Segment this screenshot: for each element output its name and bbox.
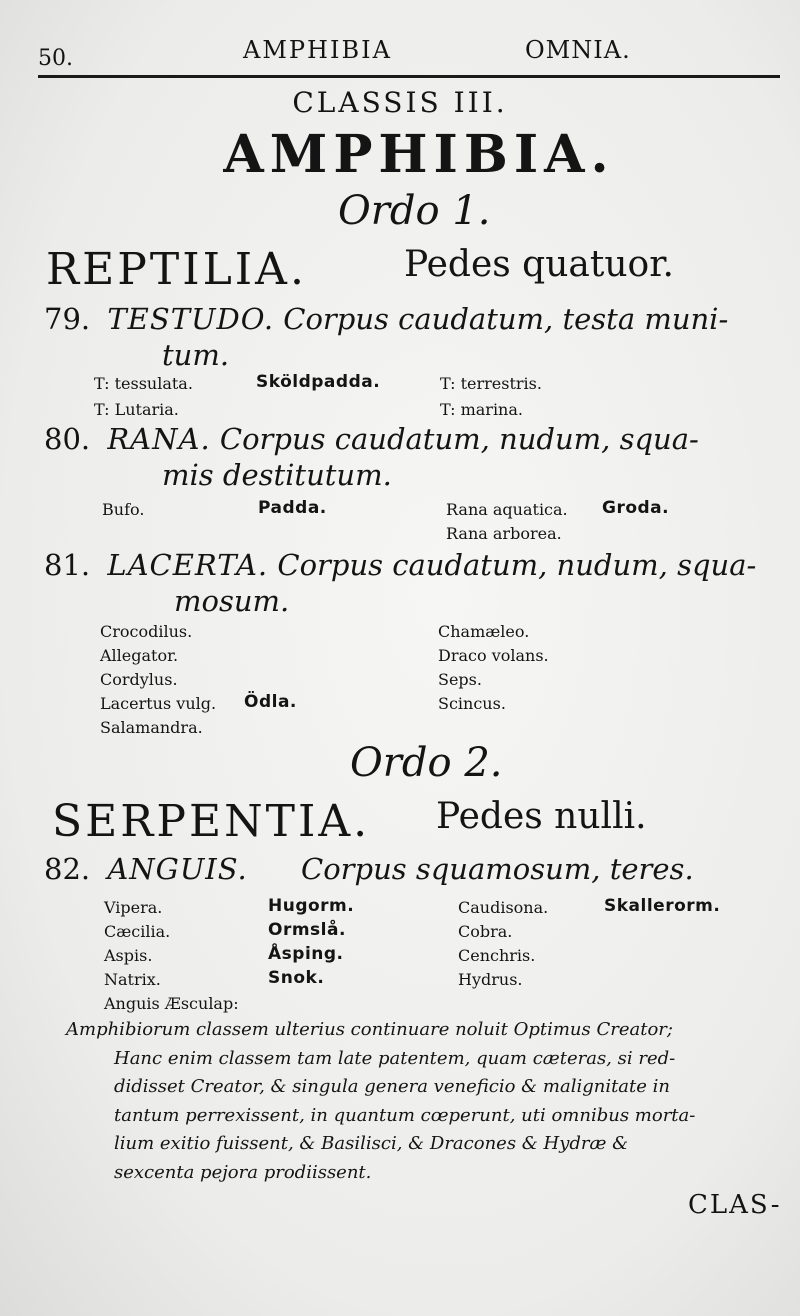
ordo-1-description: Pedes quatuor. [404, 244, 674, 285]
genus-diagnosis: Corpus caudatum, nudum, squa- [219, 422, 699, 456]
vernacular-name: Ormslå. [268, 920, 346, 940]
paragraph-line: lium exitio fuissent, & Basilisci, & Dracones & Hydræ & [114, 1133, 629, 1154]
species-item: Rana arborea. [446, 524, 562, 543]
species-item: Scincus. [438, 694, 506, 713]
species-item: Cæcilia. [104, 922, 171, 941]
species-item: Aspis. [104, 946, 153, 965]
paragraph-line: tantum perrexissent, in quantum cœperunt, uti omnibus morta- [114, 1104, 696, 1126]
genus-rana [44, 422, 699, 456]
ordo-1-label: Ordo 1. [338, 188, 491, 234]
genus-diagnosis: Corpus squamosum, teres. [301, 852, 694, 886]
closing-paragraph [66, 1016, 796, 1187]
running-title-right: OMNIA. [525, 36, 631, 64]
paragraph-line: Amphibiorum classem ulterius continuare noluit Optimus Creator; [66, 1019, 673, 1040]
vernacular-name: Hugorm. [268, 896, 355, 916]
genus-diagnosis: Corpus caudatum, nudum, squa- [277, 548, 757, 582]
running-title-left: AMPHIBIA [243, 36, 392, 64]
species-item: T: terrestris. [440, 374, 542, 393]
species-item: Cenchris. [458, 946, 536, 965]
species-item: Allegator. [100, 646, 179, 665]
genus-number: 79. [44, 302, 91, 336]
species-item: Anguis Æsculap: [104, 994, 239, 1013]
ordo-2-label: Ordo 2. [350, 740, 503, 786]
running-header [38, 36, 778, 74]
genus-number: 80. [44, 422, 91, 456]
genus-anguis [44, 852, 694, 886]
genus-number: 81. [44, 548, 91, 582]
class-title: AMPHIBIA. [223, 124, 615, 185]
vernacular-name: Skallerorm. [604, 896, 721, 916]
vernacular-name: Padda. [258, 498, 327, 518]
page-number: 50. [38, 46, 73, 71]
ordo-2-description: Pedes nulli. [436, 796, 647, 837]
vernacular-name: Åsping. [268, 944, 344, 964]
genus-name: ANGUIS. [107, 852, 248, 886]
paragraph-line: didisset Creator, & singula genera veneficio & malignitate in [114, 1076, 670, 1097]
species-item: T: marina. [440, 400, 523, 419]
species-item: Crocodilus. [100, 622, 193, 641]
species-item: Chamæleo. [438, 622, 530, 641]
genus-diagnosis: Corpus caudatum, testa muni- [283, 302, 729, 336]
genus-diagnosis-continued: mis destitutum. [162, 458, 392, 492]
genus-name: LACERTA. [107, 548, 269, 582]
header-rule [38, 75, 780, 78]
species-item: Salamandra. [100, 718, 203, 737]
species-item: Cobra. [458, 922, 513, 941]
species-item: Draco volans. [438, 646, 549, 665]
species-item: Caudisona. [458, 898, 549, 917]
species-item: Rana aquatica. [446, 500, 568, 519]
vernacular-name: Groda. [602, 498, 670, 518]
vernacular-name: Sköldpadda. [256, 372, 381, 392]
genus-name: RANA. [107, 422, 211, 456]
genus-diagnosis-continued: mosum. [174, 584, 290, 618]
class-number: CLASSIS III. [292, 86, 508, 119]
genus-number: 82. [44, 852, 91, 886]
vernacular-name: Snok. [268, 968, 325, 988]
catchword: CLAS- [688, 1190, 782, 1220]
genus-testudo [44, 302, 728, 336]
species-item: T: Lutaria. [94, 400, 179, 419]
species-item: Seps. [438, 670, 482, 689]
paragraph-line: Hanc enim classem tam late patentem, quam cæteras, si red- [114, 1047, 676, 1069]
species-item: Hydrus. [458, 970, 523, 989]
ordo-2-name: SERPENTIA. [52, 796, 371, 847]
vernacular-name: Ödla. [244, 692, 297, 712]
paragraph-line: sexcenta pejora prodiissent. [114, 1161, 372, 1183]
species-item: Bufo. [102, 500, 145, 519]
species-item: Lacertus vulg. [100, 694, 217, 713]
genus-diagnosis-continued: tum. [162, 338, 230, 372]
genus-name: TESTUDO. [107, 302, 275, 336]
species-item: Natrix. [104, 970, 161, 989]
species-item: Vipera. [104, 898, 163, 917]
species-item: T: tessulata. [94, 374, 193, 393]
genus-lacerta [44, 548, 756, 582]
ordo-1-name: REPTILIA. [46, 244, 307, 295]
species-item: Cordylus. [100, 670, 178, 689]
